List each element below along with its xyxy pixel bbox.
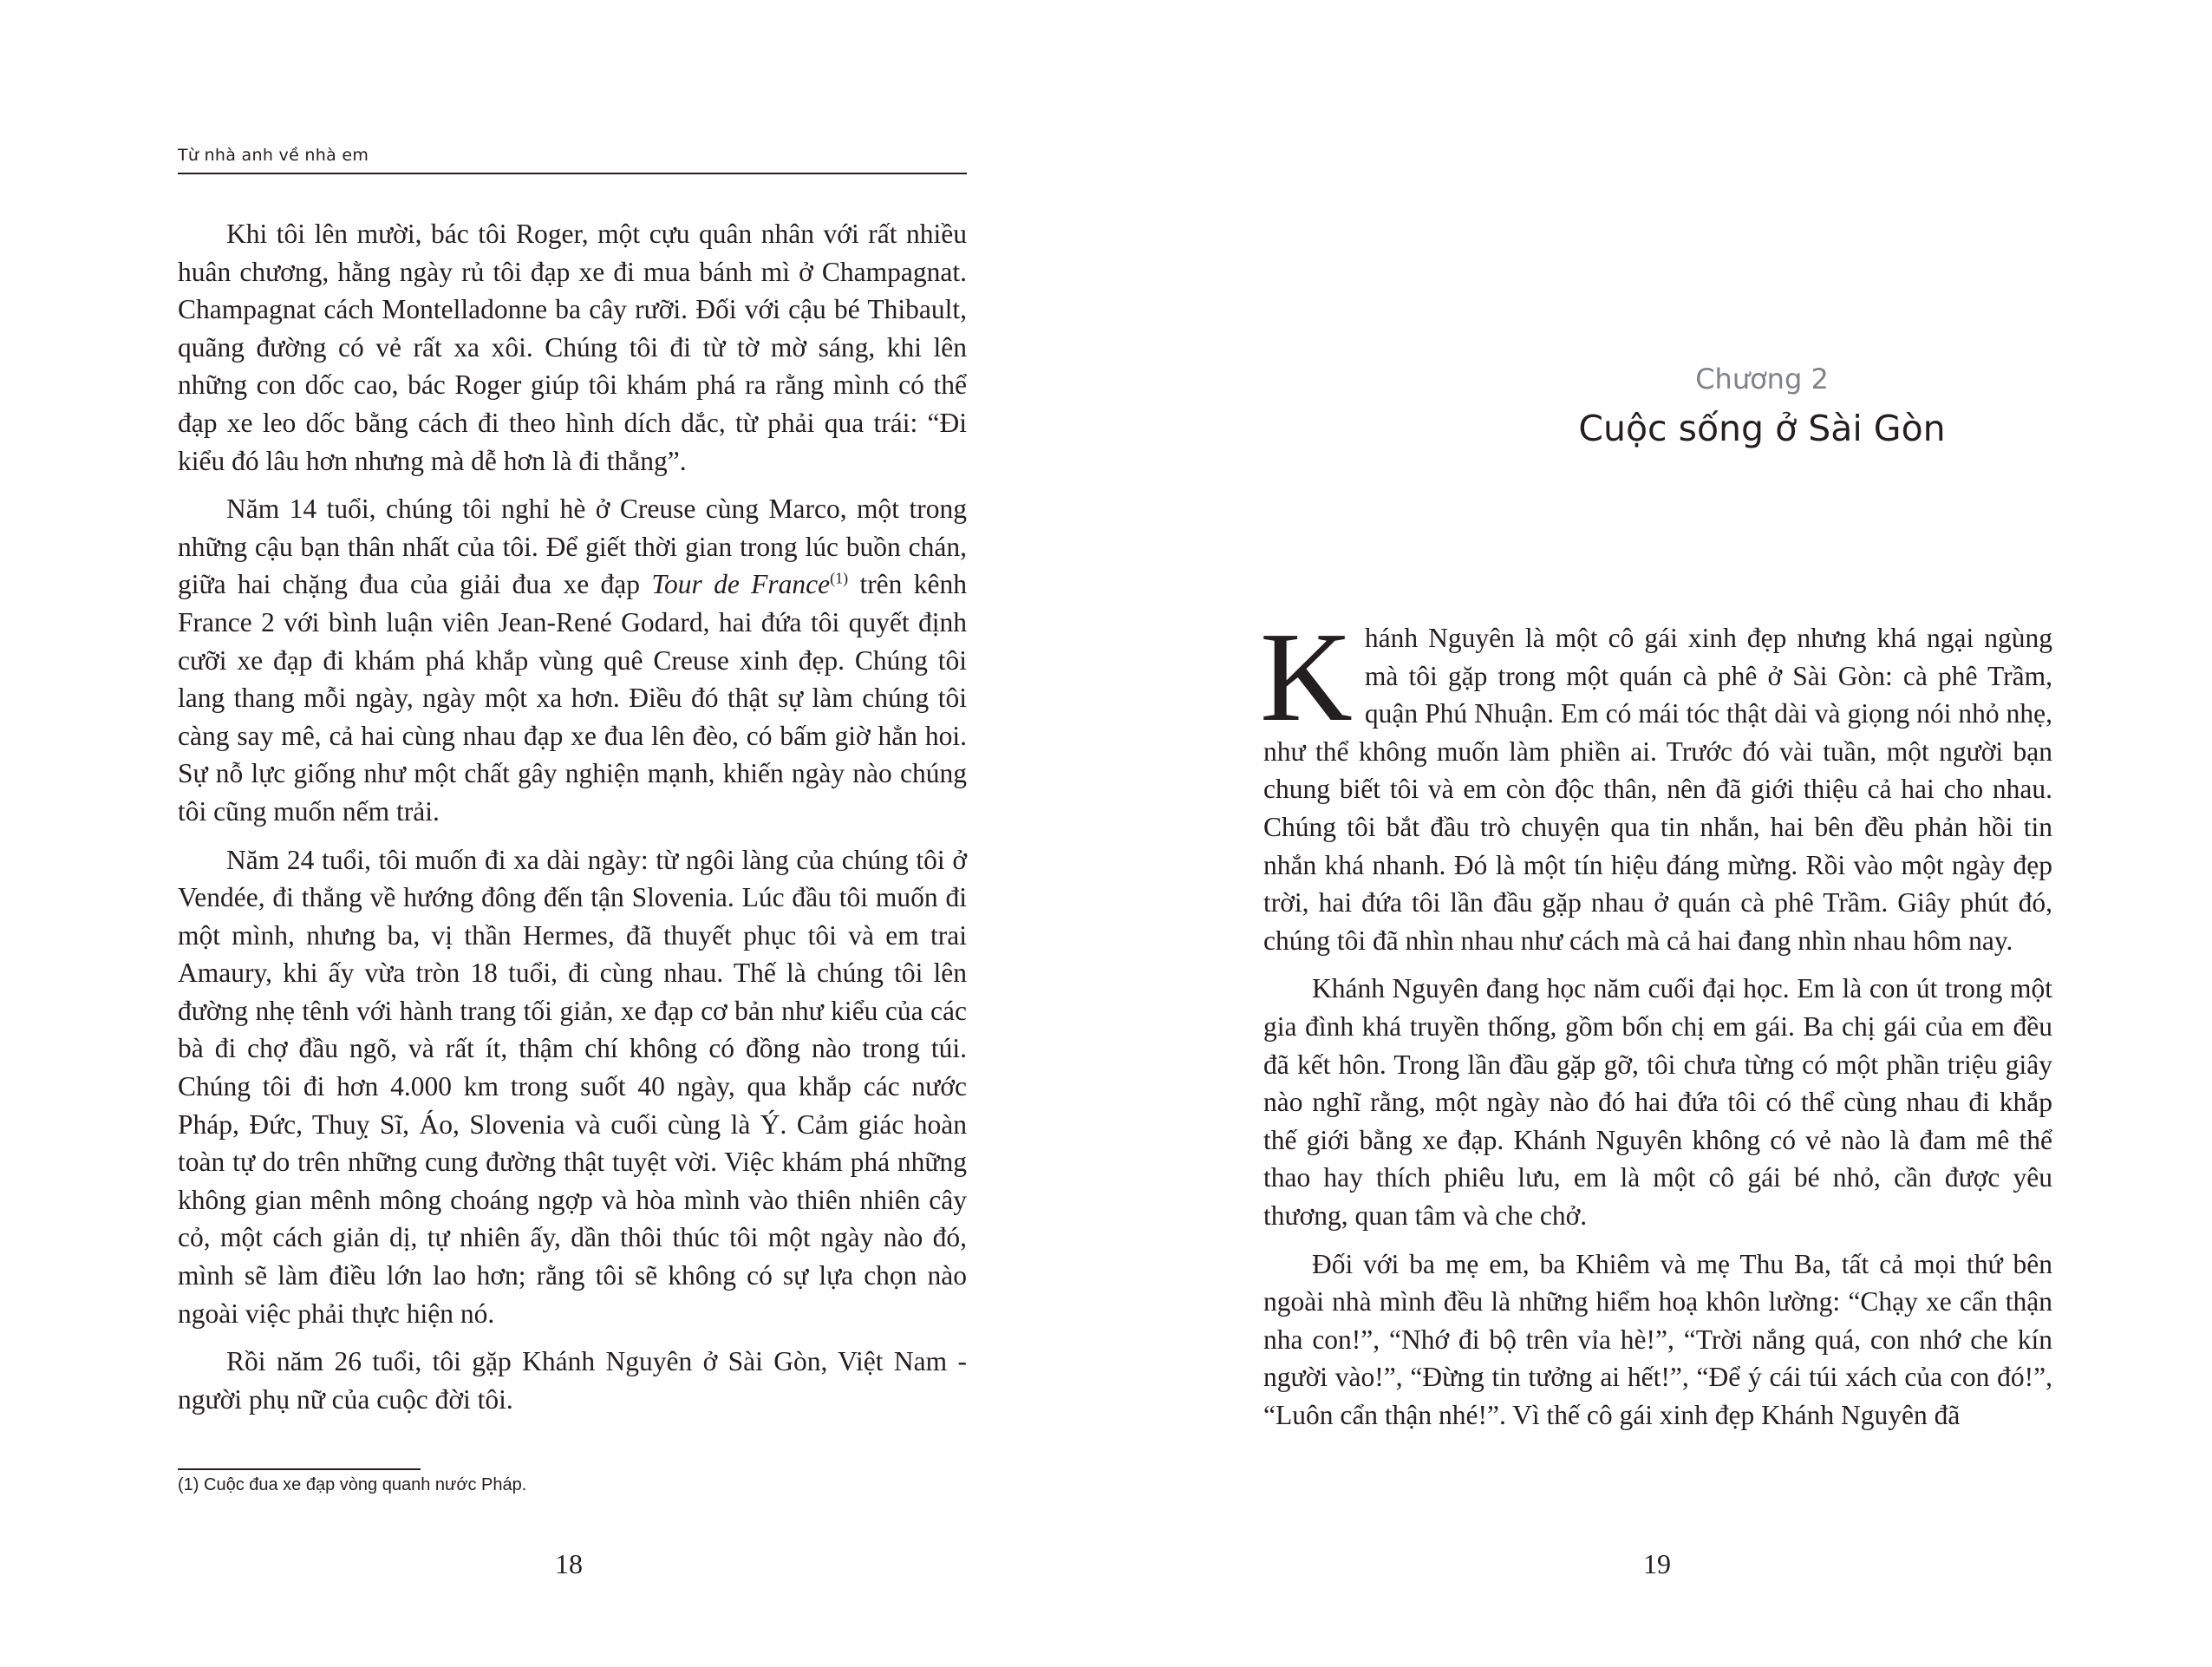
paragraph-text: Năm 14 tuổi, chúng tôi nghỉ hè ở Creuse cùng Marco, một trong những cậu bạn thân nhất của tôi. Để giết thời gian trong lúc buồn chán, giữa hai chặng đua của giải đua xe đạp: [178, 494, 967, 600]
paragraph-text: hánh Nguyên là một cô gái xinh đẹp nhưng khá ngại ngùng mà tôi gặp trong một quán cà phê ở Sài Gòn: cà phê Trầm, quận Phú Nhuận. Em có mái tóc thật dài và giọng nói nhỏ nhẹ, như thể không muốn làm phiền ai. Trước đó vài tuần, một người bạn chung biết tôi và em còn độc thân, nên đã giới thiệu cả hai cho nhau. Chúng tôi bắt đầu trò chuyện qua tin nhắn, hai bên đều phản hồi tin nhắn khá nhanh. Đó là một tín hiệu đáng mừng. Rồi vào một ngày đẹp trời, hai đứa tôi lần đầu gặp nhau ở quán cà phê Trầm. Giây phút đó, chúng tôi đã nhìn nhau như cách mà cả hai đang nhìn nhau hôm nay.: [1263, 623, 2052, 956]
chapter-label: Chương 2: [1695, 363, 1829, 396]
paragraph: Đối với ba mẹ em, ba Khiêm và mẹ Thu Ba, tất cả mọi thứ bên ngoài nhà mình đều là những hiểm hoạ khôn lường: “Chạy xe cẩn thận nha con!”, “Nhớ đi bộ trên vỉa hè!”, “Trời nắng quá, con nhớ che kín người vào!”, “Đừng tin tưởng ai hết!”, “Để ý cái túi xách của con đó!”, “Luôn cẩn thận nhé!”. Vì thế cô gái xinh đẹp Khánh Nguyên đã: [1263, 1248, 2052, 1430]
paragraph: Rồi năm 26 tuổi, tôi gặp Khánh Nguyên ở Sài Gòn, Việt Nam - người phụ nữ của cuộc đời tôi.: [178, 1346, 967, 1415]
right-page: [1106, 0, 2212, 1667]
page-number: 19: [1643, 1548, 1671, 1579]
paragraph: Năm 24 tuổi, tôi muốn đi xa dài ngày: từ ngôi làng của chúng tôi ở Vendée, đi thẳng về hướng đông đến tận Slovenia. Lúc đầu tôi muốn đi một mình, nhưng ba, vị thần Hermes, đã thuyết phục tôi và em trai Amaury, khi ấy vừa tròn 18 tuổi, đi cùng nhau. Thế là chúng tôi lên đường nhẹ tênh với hành trang tối giản, xe đạp cơ bản như kiểu của các bà đi chợ đầu ngõ, và rất ít, thậm chí không có đồng nào trong túi. Chúng tôi đi hơn 4.000 km trong suốt 40 ngày, qua khắp các nước Pháp, Đức, Thuỵ Sĩ, Áo, Slovenia và cuối cùng là Ý. Cảm giác hoàn toàn tự do trên những cung đường thật tuyệt vời. Việc khám phá những không gian mênh mông choáng ngợp và hòa mình vào thiên nhiên cây cỏ, một cách giản dị, tự nhiên ấy, dần thôi thúc tôi một ngày nào đó, mình sẽ làm điều lớn lao hơn; rằng tôi sẽ không có sự lựa chọn nào ngoài việc phải thực hiện nó.: [178, 844, 967, 1329]
chapter-title: Cuộc sống ở Sài Gòn: [1578, 408, 1946, 449]
footnote-reference[interactable]: (1): [830, 569, 849, 587]
running-head: Từ nhà anh về nhà em: [178, 146, 369, 165]
left-body-text: [178, 215, 967, 1428]
italic-title: Tour de France: [651, 569, 831, 600]
paragraph: [1260, 606, 2052, 959]
drop-cap: K: [1260, 606, 1353, 749]
page-number: 18: [555, 1548, 583, 1579]
header-rule: [178, 173, 967, 174]
right-body-text: [1260, 606, 2052, 1444]
paragraph: Khánh Nguyên đang học năm cuối đại học. Em là con út trong một gia đình khá truyền thống, gồm bốn chị em gái. Ba chị gái của em đều đã kết hôn. Trong lần đầu gặp gỡ, tôi chưa từng có một phần triệu giây nào nghĩ rằng, một ngày nào đó hai đứa tôi có thể cùng nhau đi khắp thế giới bằng xe đạp. Khánh Nguyên không có vẻ nào là đam mê thể thao hay thích phiêu lưu, em là một cô gái bé nhỏ, cần được yêu thương, quan tâm và che chở.: [1263, 973, 2052, 1231]
footnote-rule: [178, 1468, 421, 1470]
paragraph: [178, 490, 967, 830]
footnote: (1) Cuộc đua xe đạp vòng quanh nước Pháp.: [178, 1475, 527, 1494]
paragraph-text: trên kênh France 2 với bình luận viên Jean-René Godard, hai đứa tôi quyết định cưỡi xe đạp đi khám phá khắp vùng quê Creuse xinh đẹp. Chúng tôi lang thang mỗi ngày, ngày một xa hơn. Điều đó thật sự làm chúng tôi càng say mê, cả hai cùng nhau đạp xe đua lên đèo, có bấm giờ hẳn hoi. Sự nỗ lực giống như một chất gây nghiện mạnh, khiến ngày nào chúng tôi cũng muốn nếm trải.: [178, 569, 967, 827]
paragraph: Khi tôi lên mười, bác tôi Roger, một cựu quân nhân với rất nhiều huân chương, hằng ngày rủ tôi đạp xe đi mua bánh mì ở Champagnat. Champagnat cách Montelladonne ba cây rưỡi. Đối với cậu bé Thibault, quãng đường có vẻ rất xa xôi. Chúng tôi đi từ tờ mờ sáng, khi lên những con dốc cao, bác Roger giúp tôi khám phá ra rằng mình có thể đạp xe leo dốc bằng cách đi theo hình dích dắc, từ phải qua trái: “Đi kiểu đó lâu hơn nhưng mà dễ hơn là đi thẳng”.: [178, 219, 967, 476]
